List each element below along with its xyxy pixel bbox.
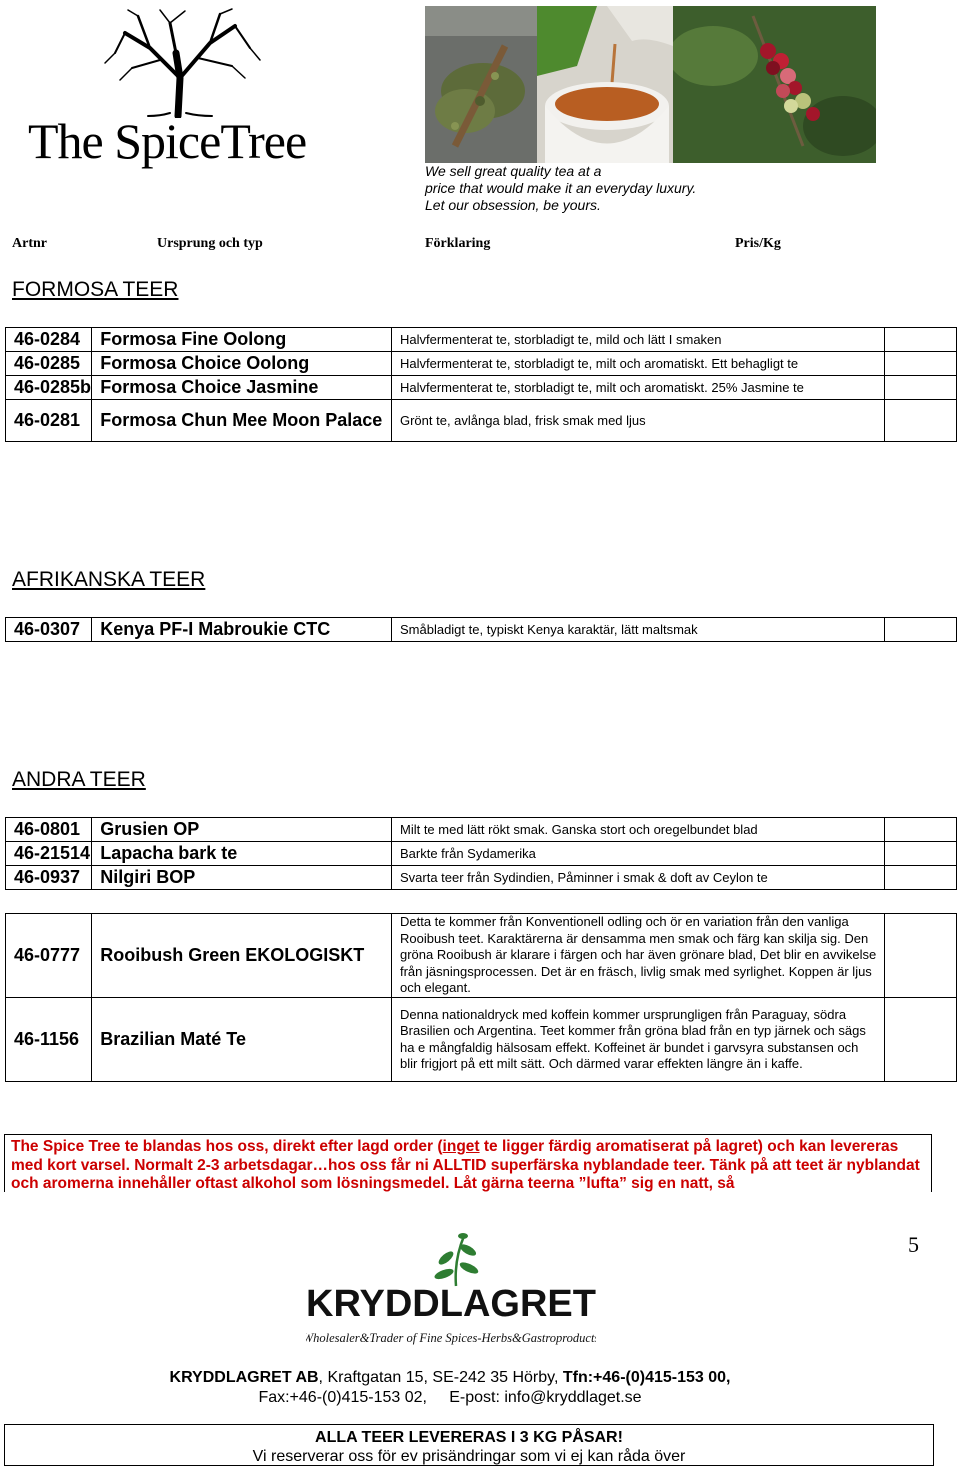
table-row [6,352,957,376]
price-cell [884,400,956,442]
price-cell [884,352,956,376]
artnr-cell: 46-0281 [6,400,92,442]
footer-line-1: ALLA TEER LEVERERAS I 3 KG PÅSAR! [315,1429,623,1446]
description-cell: Svarta teer från Sydindien, Påminner i smak & doft av Ceylon te [391,866,884,890]
footer-notice [4,1424,934,1466]
table-row [6,618,957,642]
description-cell: Halvfermenterat te, storbladigt te, mild och lätt I smaken [391,328,884,352]
name-cell: Formosa Choice Jasmine [92,376,392,400]
column-header-price: Pris/Kg [735,236,781,251]
andra-table [5,817,957,890]
name-cell: Rooibush Green EKOLOGISKT [92,914,392,998]
artnr-cell: 46-0777 [6,914,92,998]
page-number: 5 [908,1232,919,1257]
company-phone: Tfn:+46-(0)415-153 00, [562,1369,731,1386]
company-fax: Fax:+46-(0)415-153 02, [258,1389,427,1406]
artnr-cell: 46-21514 [6,842,92,866]
andra-table-extended [5,913,957,1082]
kryddlagret-logo [306,1230,596,1355]
column-header-description: Förklaring [425,236,491,251]
price-cell [884,818,956,842]
blending-note [4,1134,932,1192]
artnr-cell: 46-0801 [6,818,92,842]
section-title-formosa: FORMOSA TEER [12,278,179,301]
name-cell: Kenya PF-I Mabroukie CTC [92,618,392,642]
contact-line-1 [70,1369,830,1387]
formosa-table [5,327,957,442]
price-cell [884,866,956,890]
tree-icon [20,8,350,118]
name-cell: Formosa Fine Oolong [92,328,392,352]
description-cell: Milt te med lätt rökt smak. Ganska stort och oregelbundet blad [391,818,884,842]
table-row [6,376,957,400]
section-title-afrikanska: AFRIKANSKA TEER [12,568,206,591]
footer-line-2: Vi reserverar oss för ev prisändringar som vi ej kan råda över [252,1448,686,1465]
description-cell: Detta te kommer från Konventionell odling och ör en variation från den vanliga Rooibush teet. Karaktärerna är densamma men smak och färg kan skilja sig. Den gröna Rooibush är klarare i färgen och har även grönare blad, Det blir en avvikelse från jäsningsprocessen. Det är en fräsch, livlig smak med syrlighet. Koppen är ljus och elegant. [391,914,884,998]
name-cell: Grusien OP [92,818,392,842]
company-email[interactable]: E-post: info@kryddlaget.se [449,1389,642,1406]
contact-line-2 [70,1389,830,1407]
price-cell [884,842,956,866]
artnr-cell: 46-0285b [6,376,92,400]
coffee-berries-photo [673,6,876,163]
price-cell [884,914,956,998]
price-cell [884,618,956,642]
price-cell [884,328,956,352]
table-row [6,400,957,442]
table-row [6,328,957,352]
price-cell [884,998,956,1082]
company-name: KRYDDLAGRET AB [169,1369,319,1386]
kryddlagret-logo-subtitle: Wholesaler&Trader of Fine Spices-Herbs&Gastroproducts [306,1331,596,1345]
description-cell: Denna nationaldryck med koffein kommer ursprungligen från Paraguay, södra Brasilien och Argentina. Teet kommer från gröna blad från en typ järnek och sägs ha e mångfaldig hälsosam effekt. Koffeinet är bundet i garvsyra substansen och blir frigjort på ett milt sätt. Och därmed varar effekten längre än i kaffe. [391,998,884,1082]
price-cell [884,376,956,400]
description-cell: Halvfermenterat te, storbladigt te, milt och aromatiskt. 25% Jasmine te [391,376,884,400]
description-cell: Halvfermenterat te, storbladigt te, milt och aromatiskt. Ett behagligt te [391,352,884,376]
table-row [6,998,957,1082]
note-text: The Spice Tree te blandas hos oss, direkt efter lagd order ( [11,1138,443,1155]
company-address: , Kraftgatan 15, SE-242 35 Hörby, [318,1369,563,1386]
description-cell: Barkte från Sydamerika [391,842,884,866]
name-cell: Brazilian Maté Te [92,998,392,1082]
description-cell: Småbladigt te, typiskt Kenya karaktär, lätt maltsmak [391,618,884,642]
tagline-line: We sell great quality tea at a [425,163,602,179]
note-underlined: inget [442,1138,480,1155]
name-cell: Lapacha bark te [92,842,392,866]
tea-leaves-photo [425,6,537,163]
description-cell: Grönt te, avlånga blad, frisk smak med ljus [391,400,884,442]
artnr-cell: 46-0307 [6,618,92,642]
tagline [425,163,745,214]
table-row [6,842,957,866]
artnr-cell: 46-0937 [6,866,92,890]
table-row [6,818,957,842]
column-header-artnr: Artnr [12,236,47,251]
artnr-cell: 46-0284 [6,328,92,352]
column-header-origin: Ursprung och typ [157,236,263,251]
note-text: te ligger färdig aromatiserat på lagret) och kan levereras med kort varsel. Normalt 2-3 arbetsdagar…hos oss får ni ALLTID superfärska nyblandade teer. Tänk på att teet är nyblandat och aromerna innehåller oftast alkohol som lösningsmedel. Låt gärna teerna ”lufta” sig en natt, så [11,1138,920,1192]
tagline-line: price that would make it an everyday luxury. [425,180,697,196]
tea-cup-photo [537,6,673,163]
kryddlagret-logo-name: KRYDDLAGRET [306,1283,596,1325]
brand-name: The SpiceTree [28,113,307,169]
artnr-cell: 46-1156 [6,998,92,1082]
name-cell: Formosa Choice Oolong [92,352,392,376]
name-cell: Formosa Chun Mee Moon Palace [92,400,392,442]
artnr-cell: 46-0285 [6,352,92,376]
name-cell: Nilgiri BOP [92,866,392,890]
table-row [6,914,957,998]
tagline-line: Let our obsession, be yours. [425,197,601,213]
section-title-andra: ANDRA TEER [12,768,146,791]
afrikanska-table [5,617,957,642]
herb-sprig-icon [306,1230,596,1355]
table-row [6,866,957,890]
